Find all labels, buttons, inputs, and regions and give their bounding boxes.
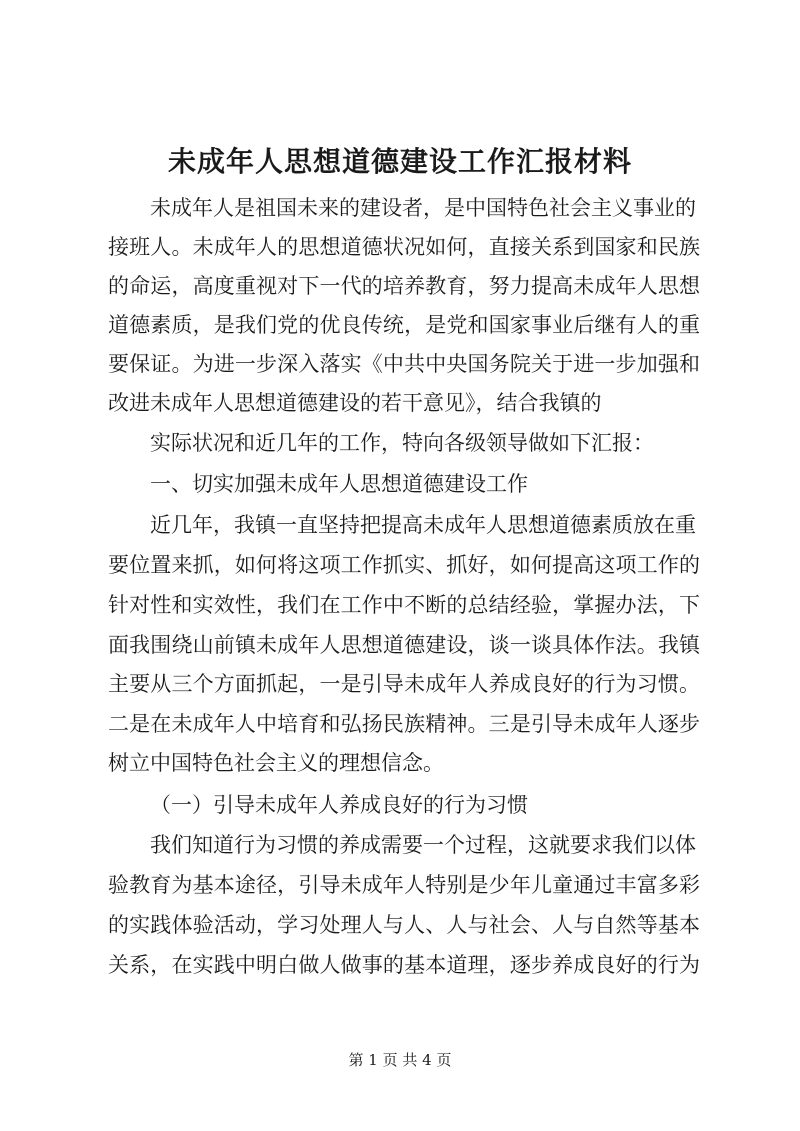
paragraph-line: 道德素质，是我们党的优良传统，是党和国家事业后继有人的重 (108, 313, 700, 337)
page-number-footer: 第 1 页 共 4 页 (348, 1051, 452, 1069)
section-heading: 一、切实加强未成年人思想道德建设工作 (150, 472, 528, 496)
paragraph-line: 实际状况和近几年的工作，特向各级领导做如下汇报： (150, 431, 654, 455)
paragraph-line: 主要从三个方面抓起，一是引导未成年人养成良好的行为习惯。 (108, 672, 700, 696)
paragraph-line: 二是在未成年人中培育和弘扬民族精神。三是引导未成年人逐步 (108, 712, 700, 736)
paragraph-line: 针对性和实效性，我们在工作中不断的总结经验，掌握办法，下 (108, 593, 700, 617)
paragraph-line: 关系，在实践中明白做人做事的基本道理，逐步养成良好的行为 (108, 953, 700, 977)
paragraph-line: 树立中国特色社会主义的理想信念。 (108, 751, 444, 775)
paragraph-line: 我们知道行为习惯的养成需要一个过程，这就要求我们以体 (150, 833, 696, 857)
paragraph-line: 未成年人是祖国未来的建设者，是中国特色社会主义事业的 (150, 196, 696, 220)
paragraph-line: 要位置来抓，如何将这项工作抓实、抓好，如何提高这项工作的 (108, 553, 700, 577)
paragraph-line: 验教育为基本途径，引导未成年人特别是少年儿童通过丰富多彩 (108, 873, 700, 897)
paragraph-line: 要保证。为进一步深入落实《中共中央国务院关于进一步加强和 (108, 352, 700, 376)
paragraph-line: 的实践体验活动，学习处理人与人、人与社会、人与自然等基本 (108, 913, 700, 937)
document-title: 未成年人思想道德建设工作汇报材料 (167, 145, 632, 178)
paragraph-line: 面我围绕山前镇未成年人思想道德建设，谈一谈具体作法。我镇 (108, 633, 700, 657)
paragraph-line: 的命运，高度重视对下一代的培养教育，努力提高未成年人思想 (108, 274, 700, 298)
subsection-heading: （一）引导未成年人养成良好的行为习惯 (150, 793, 528, 817)
paragraph-line: 近几年，我镇一直坚持把提高未成年人思想道德素质放在重 (150, 513, 696, 537)
paragraph-line: 改进未成年人思想道德建设的若干意见》，结合我镇的 (108, 391, 602, 415)
paragraph-line: 接班人。未成年人的思想道德状况如何，直接关系到国家和民族 (108, 235, 700, 259)
